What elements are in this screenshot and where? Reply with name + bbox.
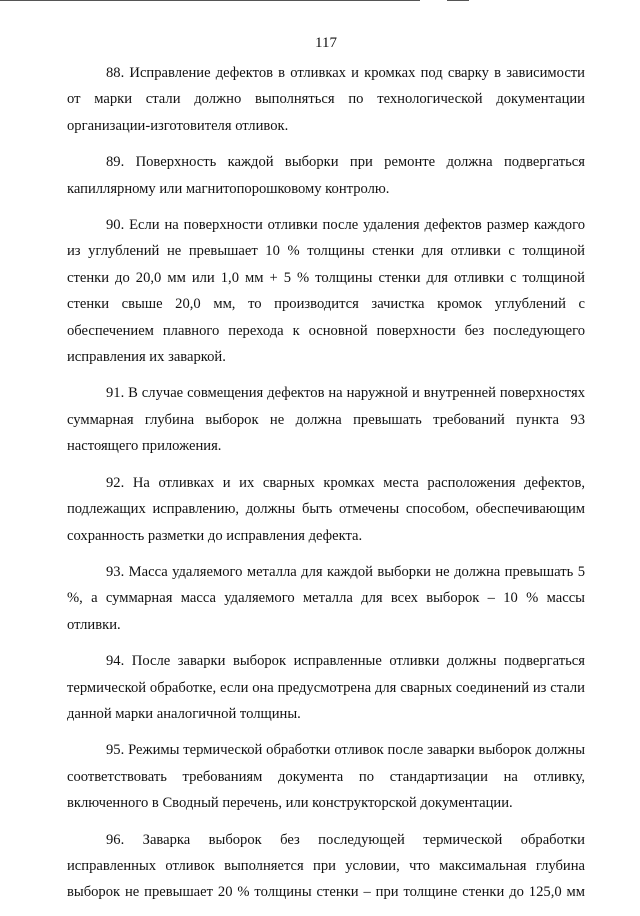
paragraph-93: 93. Масса удаляемого металла для каждой выборки не должна превышать 5 %, а суммарная масса удаляемого металла для всех выборок – 10 % массы отливки. [67,563,585,633]
paragraph-95: 95. Режимы термической обработки отливок после заварки выборок должны соответствовать требованиям документа по стандартизации на отливку, включенного в Сводный перечень, или конструкторской документации. [67,742,585,812]
paragraph-88: 88. Исправление дефектов в отливках и кромках под сварку в зависимости от марки стали должно выполняться по технологической документации организации-изготовителя отливок. [67,65,585,134]
top-border-line [0,0,420,1]
paragraph-96: 96. Заварка выборок без последующей термической обработки исправленных отливок выполняется при условии, что максимальная глубина выборок не превышает 20 % толщины стенки – при толщине стенки до 125,0 мм [67,831,585,901]
paragraph-89: 89. Поверхность каждой выборки при ремонте должна подвергаться капиллярному или магнитопорошковому контролю. [67,154,585,197]
paragraph-92: 92. На отливках и их сварных кромках места расположения дефектов, подлежащих исправлению, должны быть отмечены способом, обеспечивающим сохранность разметки до исправления дефекта. [67,474,585,544]
document-body [67,60,585,916]
paragraph-94: 94. После заварки выборок исправленные отливки должны подвергаться термической обработке, если она предусмотрена для сварных соединений из стали данной марки аналогичной толщины. [67,653,585,722]
page-number: 117 [315,35,337,51]
paragraph-90: 90. Если на поверхности отливки после удаления дефектов размер каждого из углублений не превышает 10 % толщины стенки для отливки с толщиной стенки до 20,0 мм или 1,0 мм + 5 % толщины стенки для отливки с толщиной стенки свыше 20,0 мм, то производится зачистка кромок углублений с обеспечением плавного перехода к основной поверхности без последующего исправления их заваркой. [67,217,585,366]
top-border-line-fragment [447,0,469,1]
paragraph-91: 91. В случае совмещения дефектов на наружной и внутренней поверхностях суммарная глубина выборок не должна превышать требований пункта 93 настоящего приложения. [67,385,585,455]
